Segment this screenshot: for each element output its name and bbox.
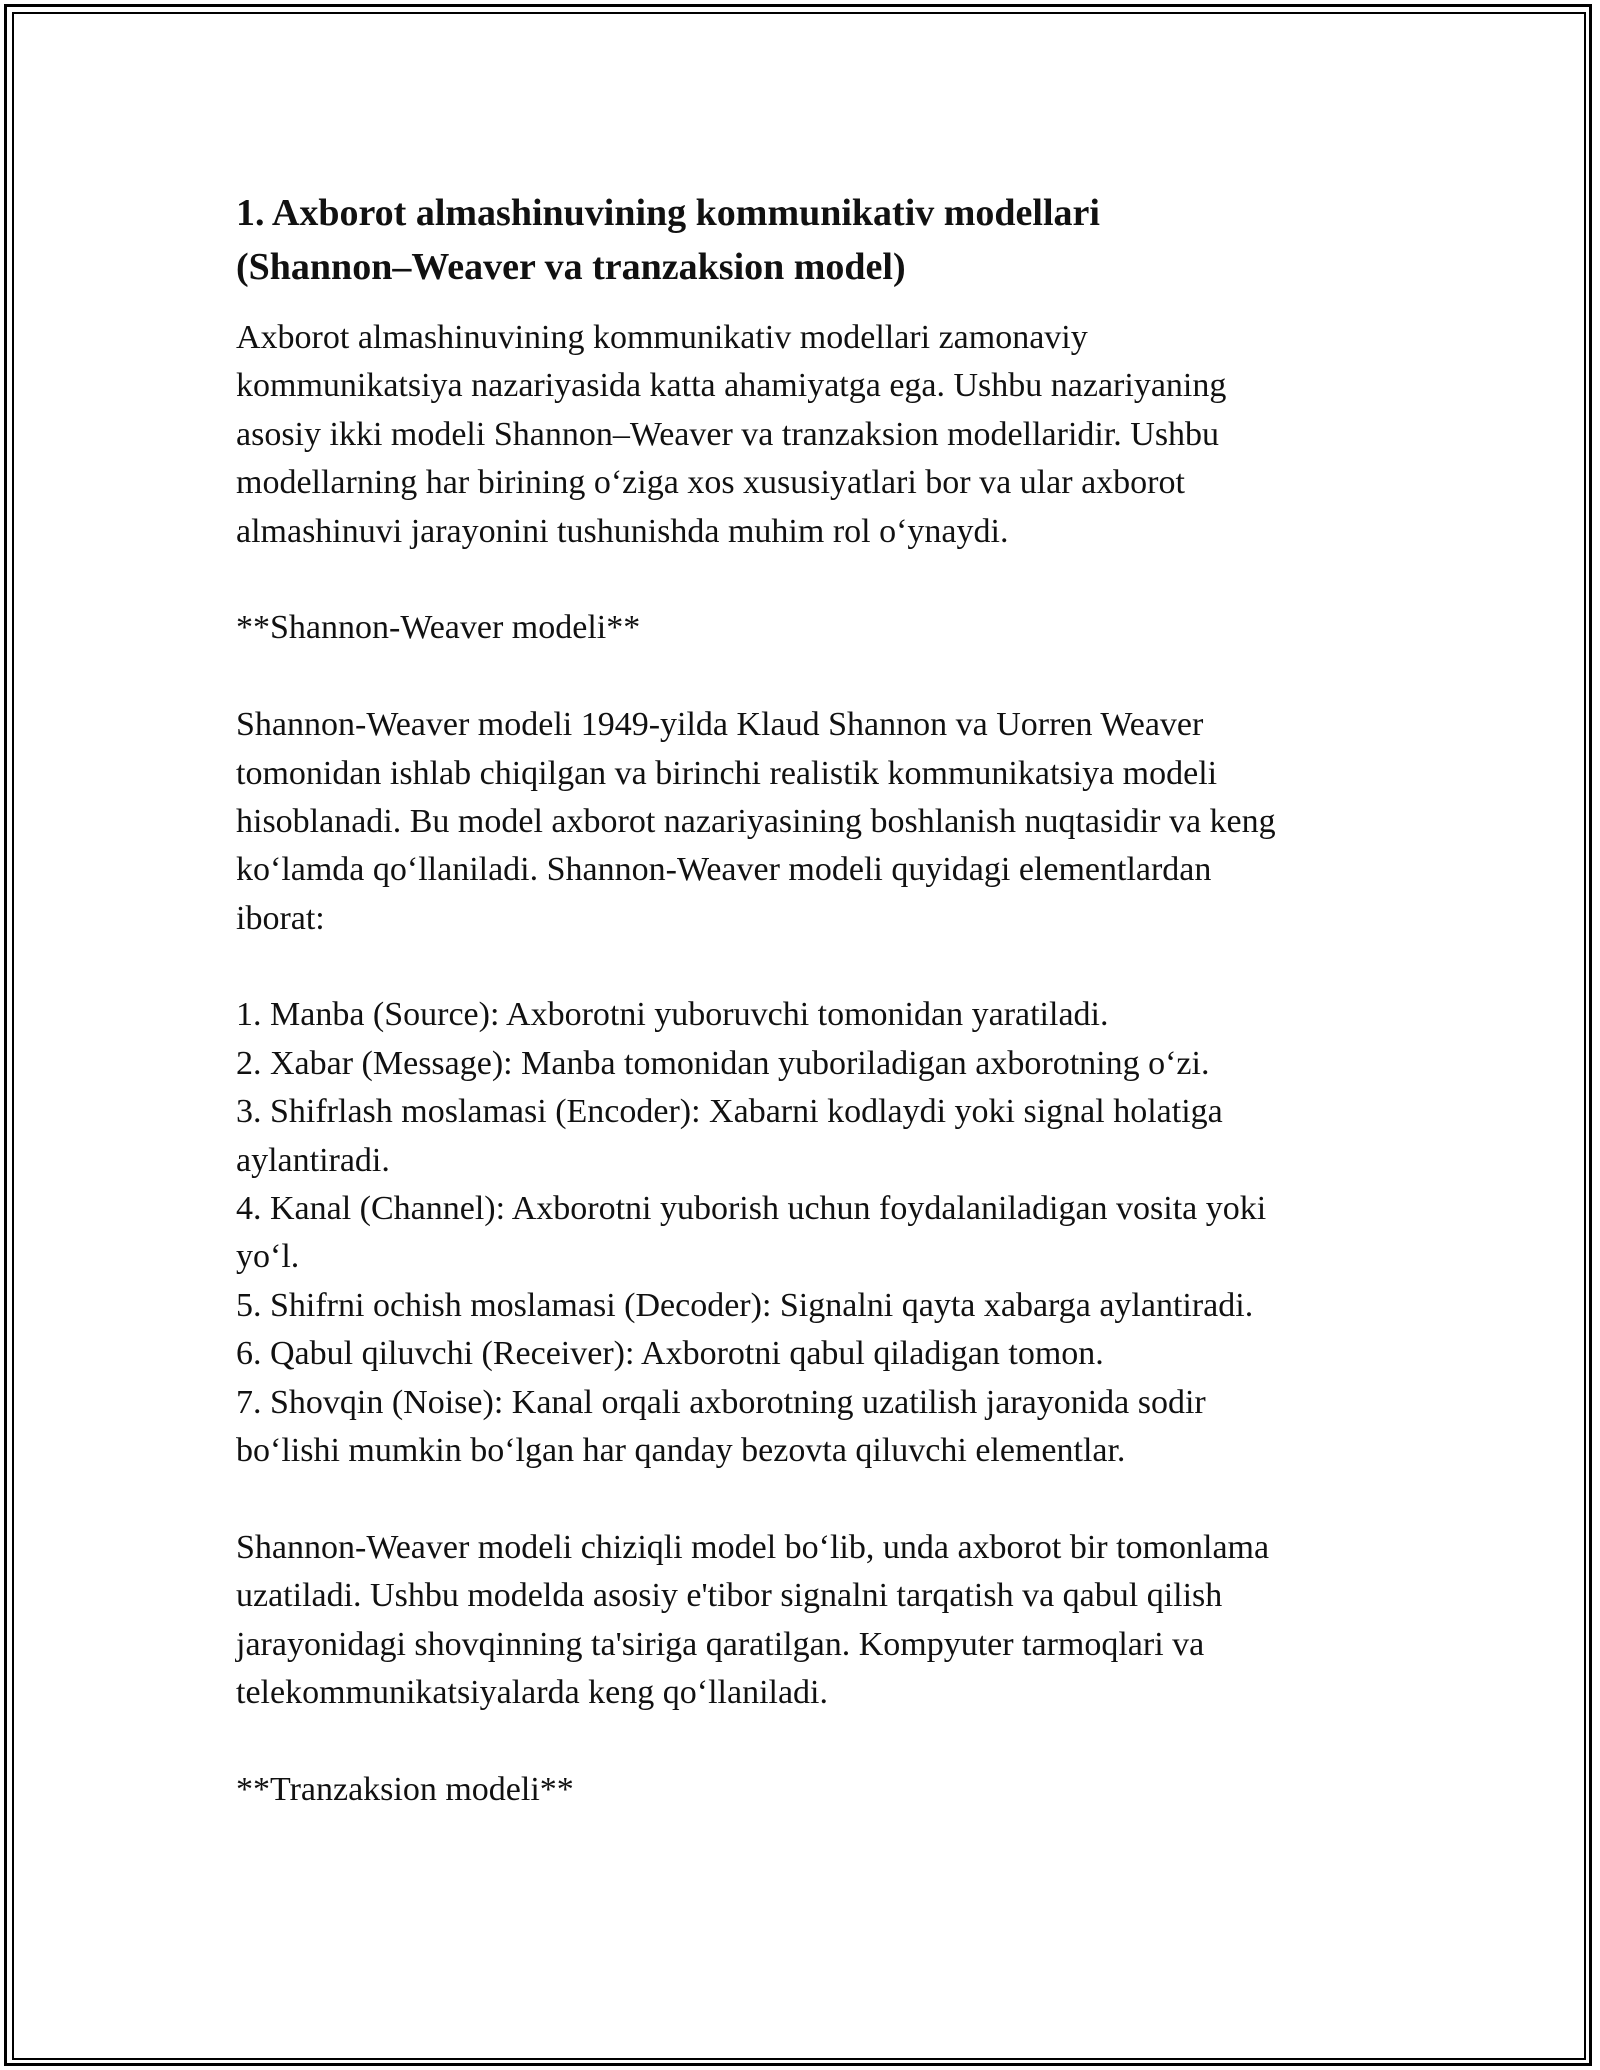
intro-paragraph	[236, 314, 1376, 556]
text-line: uzatiladi. Ushbu modelda asosiy e'tibor signalni tarqatish va qabul qilish	[236, 1577, 1223, 1615]
list-item-line: 7. Shovqin (Noise): Kanal orqali axborotning uzatilish jarayonida sodir	[236, 1383, 1206, 1421]
list-item-line: 1. Manba (Source): Axborotni yuboruvchi tomonidan yaratiladi.	[236, 996, 1109, 1034]
list-item	[236, 1282, 1376, 1330]
text-line: jarayonidagi shovqinning ta'siriga qaratilgan. Kompyuter tarmoqlari va	[236, 1625, 1205, 1663]
list-item-line: 3. Shifrlash moslamasi (Encoder): Xabarni kodlaydi yoki signal holatiga	[236, 1093, 1223, 1131]
text-line: almashinuvi jarayonini tushunishda muhim rol o‘ynaydi.	[236, 512, 1009, 550]
list-item-line: aylantiradi.	[236, 1141, 390, 1179]
list-item-line: bo‘lishi mumkin bo‘lgan har qanday bezovta qiluvchi elementlar.	[236, 1431, 1126, 1469]
blank-line	[236, 1475, 1376, 1523]
text-line: ko‘lamda qo‘llaniladi. Shannon-Weaver modeli quyidagi elementlardan	[236, 851, 1212, 889]
blank-line	[236, 556, 1376, 604]
text-line: hisoblanadi. Bu model axborot nazariyasining boshlanish nuqtasidir va keng	[236, 802, 1276, 840]
section-heading-line: (Shannon–Weaver va tranzaksion model)	[236, 246, 906, 288]
list-item-line: yo‘l.	[236, 1238, 300, 1276]
list-item-line: 5. Shifrni ochish moslamasi (Decoder): Signalni qayta xabarga aylantiradi.	[236, 1286, 1254, 1324]
list-item	[236, 1040, 1376, 1088]
shannon-intro-paragraph	[236, 701, 1376, 943]
blank-line	[236, 943, 1376, 991]
text-line: telekommunikatsiyalarda keng qo‘llaniladi.	[236, 1673, 828, 1711]
text-line: kommunikatsiya nazariyasida katta ahamiyatga ega. Ushbu nazariyaning	[236, 367, 1227, 405]
document-body	[236, 314, 1376, 1814]
list-item	[236, 1330, 1376, 1378]
elements-list	[236, 991, 1376, 1475]
document-page	[236, 186, 1376, 1814]
section-heading-line: 1. Axborot almashinuvining kommunikativ modellari	[236, 192, 1100, 234]
shannon-summary-paragraph	[236, 1524, 1376, 1718]
text-line: Shannon-Weaver modeli 1949-yilda Klaud Shannon va Uorren Weaver	[236, 706, 1204, 744]
text-line: asosiy ikki modeli Shannon–Weaver va tranzaksion modellaridir. Ushbu	[236, 415, 1220, 453]
shannon-subheading: **Shannon-Weaver modeli**	[236, 609, 641, 647]
text-line: Axborot almashinuvining kommunikativ modellari zamonaviy	[236, 319, 1088, 356]
list-item-line: 2. Xabar (Message): Manba tomonidan yuboriladigan axborotning o‘zi.	[236, 1044, 1210, 1082]
transaction-subheading: **Tranzaksion modeli**	[236, 1770, 574, 1808]
list-item	[236, 991, 1376, 1039]
list-item	[236, 1185, 1376, 1282]
list-item	[236, 1088, 1376, 1185]
list-item-line: 4. Kanal (Channel): Axborotni yuborish uchun foydalaniladigan vosita yoki	[236, 1190, 1267, 1228]
section-heading	[236, 186, 1376, 294]
blank-line	[236, 1717, 1376, 1765]
list-item	[236, 1379, 1376, 1476]
text-line: modellarning har birining o‘ziga xos xususiyatlari bor va ular axborot	[236, 464, 1185, 502]
list-item-line: 6. Qabul qiluvchi (Receiver): Axborotni qabul qiladigan tomon.	[236, 1335, 1104, 1373]
blank-line	[236, 653, 1376, 701]
text-line: Shannon-Weaver modeli chiziqli model bo‘lib, unda axborot bir tomonlama	[236, 1528, 1270, 1566]
text-line: tomonidan ishlab chiqilgan va birinchi realistik kommunikatsiya modeli	[236, 754, 1218, 792]
text-line: iborat:	[236, 899, 325, 937]
